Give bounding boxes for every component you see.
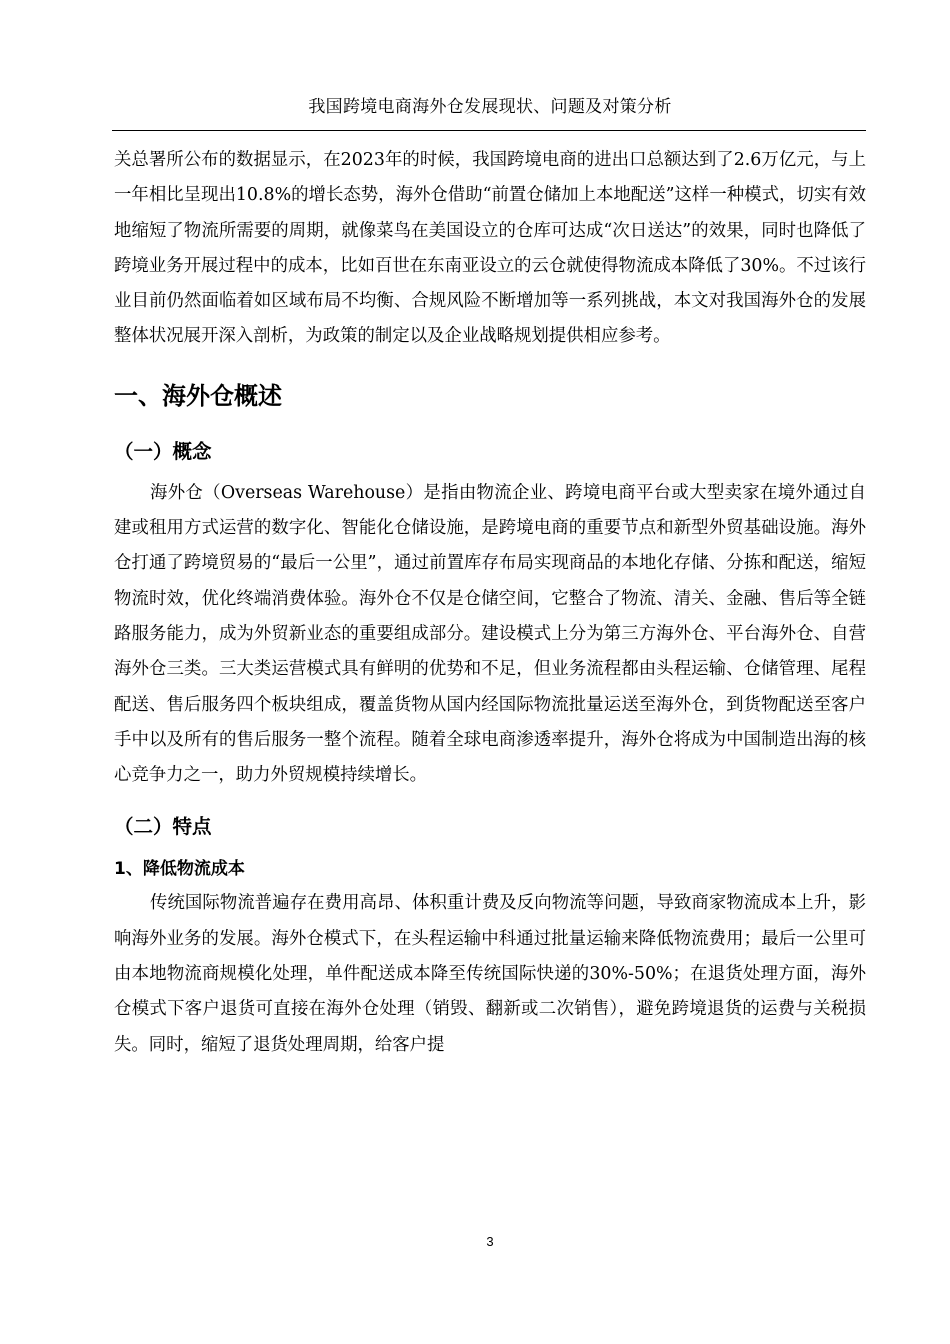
page-body bbox=[114, 143, 866, 1063]
header-divider bbox=[112, 130, 866, 131]
concept-paragraph: 海外仓（Overseas Warehouse）是指由物流企业、跨境电商平台或大型卖家在境外通过自建或租用方式运营的数字化、智能化仓储设施，是跨境电商的重要节点和新型外贸基础设施。海外仓打通了跨境贸易的“最后一公里”，通过前置库存布局实现商品的本地化存储、分拣和配送，缩短物流时效，优化终端消费体验。海外仓不仅是仓储空间，它整合了物流、清关、金融、售后等全链路服务能力，成为外贸新业态的重要组成部分。建设模式上分为第三方海外仓、平台海外仓、自营海外仓三类。三大类运营模式具有鲜明的优势和不足，但业务流程都由头程运输、仓储管理、尾程配送、售后服务四个板块组成，覆盖货物从国内经国际物流批量运送至海外仓，到货物配送至客户手中以及所有的售后服务一整个流程。随着全球电商渗透率提升，海外仓将成为中国制造出海的核心竞争力之一，助力外贸规模持续增长。 bbox=[114, 482, 866, 786]
feature-1-paragraph: 传统国际物流普遍存在费用高昂、体积重计费及反向物流等问题，导致商家物流成本上升，影响海外业务的发展。海外仓模式下，在头程运输中科通过批量运输来降低物流费用；最后一公里可由本地物流商规模化处理，单件配送成本降至传统国际快递的30%-50%；在退货处理方面，海外仓模式下客户退货可直接在海外仓处理（销毁、翻新或二次销售），避免跨境退货的运费与关税损失。同时，缩短了退货处理周期，给客户提 bbox=[114, 893, 866, 1055]
subsection-features-heading: （二）特点 bbox=[114, 815, 212, 839]
subsection-concept-heading: （一）概念 bbox=[114, 439, 212, 463]
feature-1-heading: 1、降低物流成本 bbox=[114, 859, 245, 880]
running-header-title: 我国跨境电商海外仓发展现状、问题及对策分析 bbox=[308, 97, 672, 117]
section-1-heading: 一、海外仓概述 bbox=[114, 381, 282, 410]
page-number: 3 bbox=[486, 1234, 494, 1249]
intro-paragraph: 关总署所公布的数据显示，在2023年的时候，我国跨境电商的进出口总额达到了2.6万亿元，与上一年相比呈现出10.8%的增长态势，海外仓借助“前置仓储加上本地配送”这样一种模式，切实有效地缩短了物流所需要的周期，就像菜鸟在美国设立的仓库可达成“次日送达”的效果，同时也降低了跨境业务开展过程中的成本，比如百世在东南亚设立的云仓就使得物流成本降低了30%。不过该行业目前仍然面临着如区域布局不均衡、合规风险不断增加等一系列挑战，本文对我国海外仓的发展整体状况展开深入剖析，为政策的制定以及企业战略规划提供相应参考。 bbox=[114, 150, 866, 347]
